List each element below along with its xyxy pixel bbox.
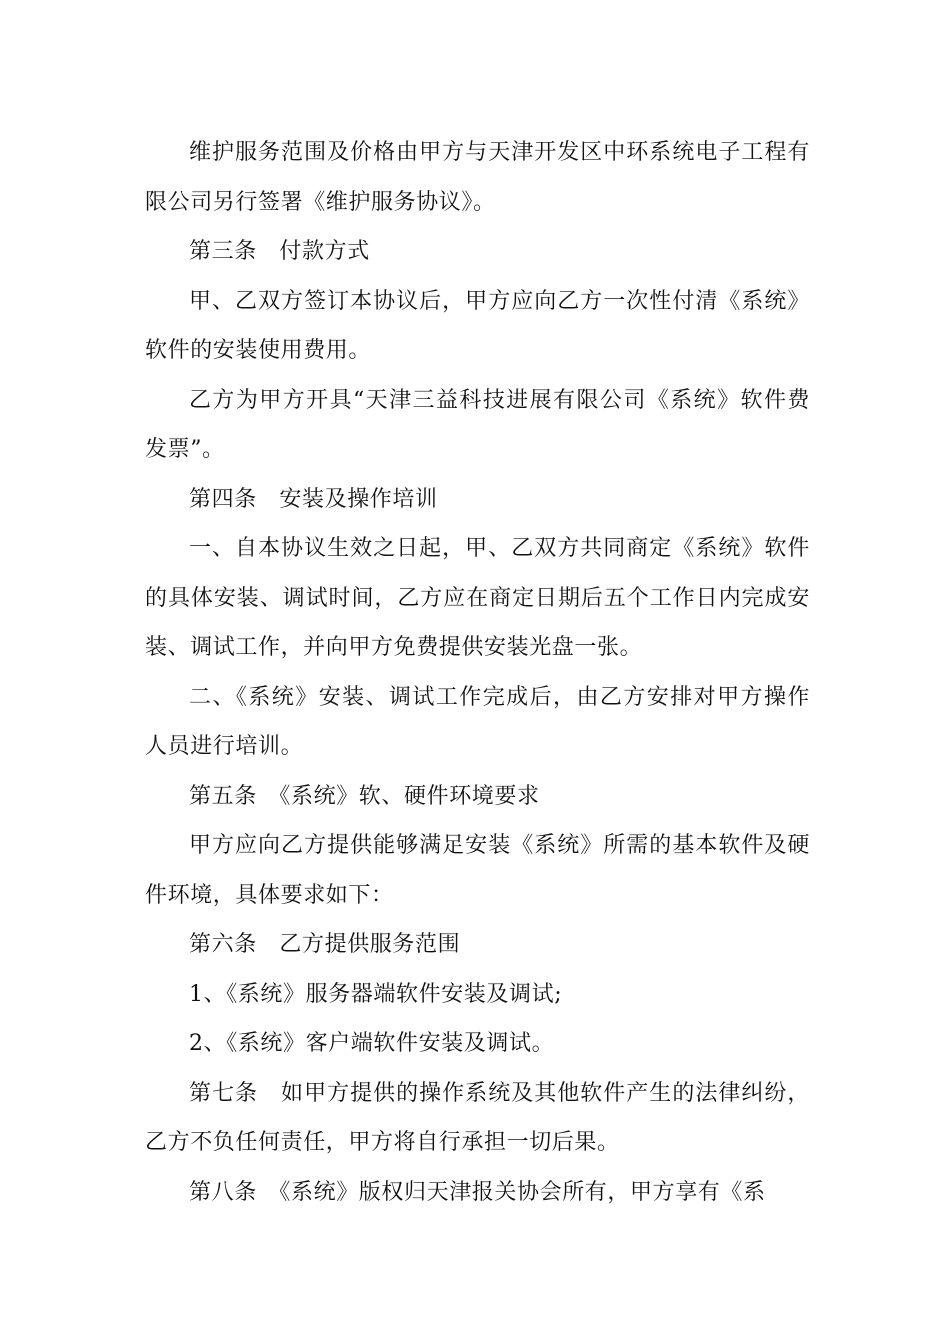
article-7-paragraph: 第七条 如甲方提供的操作系统及其他软件产生的法律纠纷，乙方不负任何责任，甲方将自行承担一切后果。 — [145, 1080, 810, 1155]
service-item-client: 2、《系统》客户端软件安装及调试。 — [189, 1031, 555, 1056]
article-3-heading: 第三条 付款方式 — [189, 239, 370, 264]
paragraph-maintenance-scope: 维护服务范围及价格由甲方与天津开发区中环系统电子工程有限公司另行签署《维护服务协议》。 — [145, 140, 810, 215]
service-item-server: 1、《系统》服务器端软件安装及调试; — [189, 981, 563, 1007]
article-5-heading: 第五条 《系统》软、硬件环境要求 — [189, 783, 540, 809]
article-4-heading: 第四条 安装及操作培训 — [189, 486, 438, 512]
paragraph-invoice: 乙方为甲方开具“天津三益科技进展有限公司《系统》软件费发票”。 — [145, 387, 810, 462]
document-body — [145, 128, 810, 1217]
paragraph-training: 二、《系统》安装、调试工作完成后，由乙方安排对甲方操作人员进行培训。 — [145, 684, 810, 759]
paragraph-payment-full: 甲、乙双方签订本协议后，甲方应向乙方一次性付清《系统》软件的安装使用费用。 — [145, 288, 810, 363]
article-6-heading: 第六条 乙方提供服务范围 — [189, 932, 461, 957]
paragraph-environment-requirements: 甲方应向乙方提供能够满足安装《系统》所需的基本软件及硬件环境，具体要求如下： — [145, 833, 810, 908]
paragraph-installation-schedule: 一、自本协议生效之日起，甲、乙双方共同商定《系统》软件的具体安装、调试时间，乙方应在商定日期后五个工作日内完成安装、调试工作，并向甲方免费提供安装光盘一张。 — [145, 536, 810, 660]
article-8-paragraph: 第八条 《系统》版权归天津报关协会所有，甲方享有《系 — [189, 1179, 766, 1205]
